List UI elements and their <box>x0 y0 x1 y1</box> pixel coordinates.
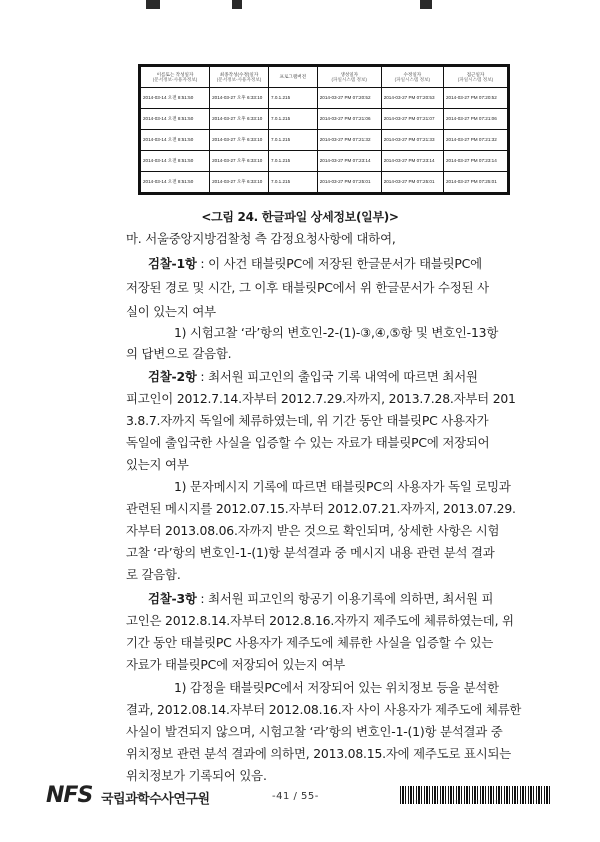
item-3-line-1: 검찰-3항 : 최서원 피고인의 항공기 이용기록에 의하면, 최서원 피 <box>148 591 494 606</box>
table-header-main: 생성일자 <box>340 71 359 77</box>
item-1-line-3: 실이 있는지 여부 <box>126 304 216 319</box>
table-cell: 2014-03-27 PM 07:21:07 <box>381 109 443 130</box>
table-cell: 7.0.1.215 <box>268 88 317 109</box>
table-row <box>141 151 508 172</box>
table-cell: 2014-03-27 PM 07:21:33 <box>381 130 443 151</box>
barcode-icon <box>400 786 552 804</box>
table-header-sub: (문서정보-사용자정보) <box>216 77 262 82</box>
table-cell: 2014-03-27 PM 07:20:52 <box>317 88 381 109</box>
answer-2-line-2: 관련된 메시지를 2012.07.15.자부터 2012.07.21.자까지, 2013.07.29. <box>126 501 516 516</box>
table-cell: 2014-03-27 PM 07:23:14 <box>381 151 443 172</box>
item-2-line-4: 독일에 출입국한 사실을 입증할 수 있는 자료가 태블릿PC에 저장되어 <box>126 435 490 450</box>
table-header-main: 수정일자 <box>403 71 422 77</box>
table-row <box>141 109 508 130</box>
item-2-label: 검찰-2항 <box>148 369 197 384</box>
table-cell: 2014-03-27 PM 07:23:14 <box>443 151 507 172</box>
table-cell: 2014-03-27 오후 6:33:10 <box>210 151 269 172</box>
table-row <box>141 172 508 193</box>
table-cell: 2014-03-27 오후 6:33:10 <box>210 88 269 109</box>
table-cell: 2014-03-14 오전 8:51:50 <box>141 88 210 109</box>
table-header-main: 프로그램버전 <box>279 74 307 80</box>
table-cell: 2014-03-27 PM 07:21:32 <box>443 130 507 151</box>
table-header-main: 접근일자 <box>466 71 485 77</box>
table-cell: 7.0.1.215 <box>268 151 317 172</box>
answer-3-line-4: 위치정보 관련 분석 결과에 의하면, 2013.08.15.자에 제주도로 표시되는 <box>126 746 512 761</box>
item-3-line-4: 자료가 태블릿PC에 저장되어 있는지 여부 <box>126 657 345 672</box>
answer-2-line-5: 로 갈음함. <box>126 567 181 582</box>
table-cell: 2014-03-27 PM 07:20:52 <box>443 88 507 109</box>
table-cell: 2014-03-27 PM 07:25:01 <box>381 172 443 193</box>
table-header-cell <box>141 67 210 88</box>
table-cell: 2014-03-27 PM 07:21:32 <box>317 130 381 151</box>
item-2-line-5: 있는지 여부 <box>126 457 189 472</box>
table-cell: 7.0.1.215 <box>268 130 317 151</box>
answer-1-line-1: 1) 시험고찰 ‘라’항의 변호인-2-(1)-③,④,⑤항 및 변호인-13항 <box>174 325 499 340</box>
item-2-line-2: 피고인이 2012.7.14.자부터 2012.7.29.자까지, 2013.7.28.자부터 201 <box>126 391 516 406</box>
answer-3-line-5: 위치정보가 기록되어 있음. <box>126 768 267 783</box>
scan-artifact-top <box>0 0 600 14</box>
item-2-line-3: 3.8.7.자까지 독일에 체류하였는데, 위 기간 동안 태블릿PC 사용자가 <box>126 413 489 428</box>
answer-1-line-2: 의 답변으로 갈음함. <box>126 346 232 361</box>
table-cell: 2014-03-27 오후 6:33:10 <box>210 130 269 151</box>
answer-3-line-1: 1) 감정을 태블릿PC에서 저장되어 있는 위치정보 등을 분석한 <box>174 680 499 695</box>
organization-name: 국립과학수사연구원 <box>101 792 210 807</box>
table-cell: 2014-03-14 오전 8:51:50 <box>141 130 210 151</box>
table-header-cell <box>317 67 381 88</box>
answer-3-line-3: 사실이 발견되지 않으며, 시험고찰 ‘라’항의 변호인-1-(1)항 분석결과 중 <box>126 724 503 739</box>
table-header-main: 이름또는 작성일자 <box>156 71 194 77</box>
section-heading: 마. 서울중앙지방검찰청 측 감정요청사항에 대하여, <box>126 231 396 246</box>
table-header-cell <box>381 67 443 88</box>
table-header-sub: (파일시스템 정보) <box>394 77 431 82</box>
table-header-sub: (문서정보-사용자정보) <box>152 77 198 82</box>
table-cell: 2014-03-14 오전 8:51:50 <box>141 151 210 172</box>
table-header-cell <box>268 67 317 88</box>
table-cell: 7.0.1.215 <box>268 109 317 130</box>
table-cell: 2014-03-27 오후 6:33:10 <box>210 172 269 193</box>
table-cell: 2014-03-27 PM 07:20:53 <box>381 88 443 109</box>
table-cell: 2014-03-27 PM 07:25:01 <box>317 172 381 193</box>
item-1-label: 검찰-1항 <box>148 256 197 271</box>
answer-2-line-4: 고찰 ‘라’항의 변호인-1-(1)항 분석결과 중 메시지 내용 관련 분석 결과 <box>126 545 495 560</box>
file-detail-table <box>138 64 510 195</box>
table-cell: 2014-03-27 PM 07:21:06 <box>317 109 381 130</box>
answer-3-line-2: 결과, 2012.08.14.자부터 2012.08.16.자 사이 사용자가 제주도에 체류한 <box>126 702 522 717</box>
table-header-sub: (파일시스템 정보) <box>457 77 494 82</box>
table-header-cell <box>210 67 269 88</box>
table-cell: 2014-03-14 오전 8:51:50 <box>141 172 210 193</box>
figure-caption: <그림 24. 한글파일 상세정보(일부)> <box>201 210 399 224</box>
table-cell: 2014-03-27 PM 07:25:01 <box>443 172 507 193</box>
table-header-main: 최종작성(수정)일자 <box>219 71 259 77</box>
item-3-line-3: 기간 동안 태블릿PC 사용자가 제주도에 체류한 사실을 입증할 수 있는 <box>126 635 494 650</box>
table-row <box>141 88 508 109</box>
table-cell: 2014-03-27 PM 07:23:14 <box>317 151 381 172</box>
item-1-line-1: 검찰-1항 : 이 사건 태블릿PC에 저장된 한글문서가 태블릿PC에 <box>148 256 482 271</box>
page-number: -41 / 55- <box>272 791 319 802</box>
table-header-sub: (파일시스템 정보) <box>331 77 367 82</box>
nfs-logo: NFS <box>46 783 93 808</box>
item-2-line-1: 검찰-2항 : 최서원 피고인의 출입국 기록 내역에 따르면 최서원 <box>148 369 478 384</box>
answer-2-line-1: 1) 문자메시지 기록에 따르면 태블릿PC의 사용자가 독일 로밍과 <box>174 479 511 494</box>
table-cell: 2014-03-27 PM 07:21:06 <box>443 109 507 130</box>
table-header-cell <box>443 67 507 88</box>
item-1-line-2: 저장된 경로 및 시간, 그 이후 태블릿PC에서 위 한글문서가 수정된 사 <box>126 280 489 295</box>
table-cell: 2014-03-14 오전 8:51:50 <box>141 109 210 130</box>
table-row <box>141 130 508 151</box>
item-3-line-2: 고인은 2012.8.14.자부터 2012.8.16.자까지 제주도에 체류하였는데, 위 <box>126 613 514 628</box>
item-3-label: 검찰-3항 <box>148 591 197 606</box>
table-cell: 2014-03-27 오후 6:33:10 <box>210 109 269 130</box>
answer-2-line-3: 자부터 2013.08.06.자까지 받은 것으로 확인되며, 상세한 사항은 시험 <box>126 523 500 538</box>
table-cell: 7.0.1.215 <box>268 172 317 193</box>
